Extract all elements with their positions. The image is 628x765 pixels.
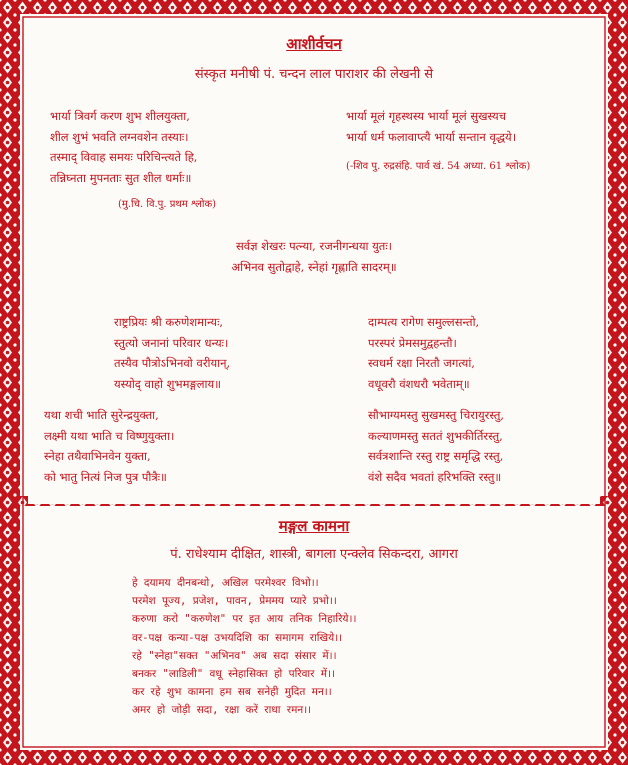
wishes-subtitle: पं. राधेश्याम दीक्षित, शास्त्री, बागला एन्क्लेव सिकन्दरा, आगरा: [170, 547, 458, 562]
verse-line: तस्यैव पौत्रोऽभिनवो वरीयान्,: [114, 356, 231, 370]
verse-line: परस्परं प्रेमसमुद्वहन्तौ।: [368, 335, 457, 350]
verse-left: [50, 106, 197, 188]
verse-line: भार्या मूलं गृहस्थस्य भार्या मूलं सुखस्यच: [346, 109, 506, 123]
verse-line: कर रहे शुभ कामना हम सब सनेही मुदित मन।।: [132, 686, 332, 699]
verse-line: लक्ष्मी यथा भाति च विष्णुयुक्ता।: [44, 428, 175, 443]
verse-line: भार्या त्रिवर्ग करण शुभ शीलयुक्ता,: [50, 109, 190, 123]
verse-mid-right: [368, 312, 479, 394]
blessing-subtitle: संस्कृत मनीषी पं. चन्दन लाल पाराशर की लेखनी से: [194, 67, 434, 82]
verse-line: दाम्पत्य रागेण समुल्लसन्तो,: [368, 315, 480, 329]
verse-line: को भातु नित्यं निज पुत्र पौत्रैः॥: [44, 469, 167, 484]
verse-line: वधूवरौ वंशधरौ भवेताम्॥: [368, 376, 470, 391]
verse-line: हे दयामय दीनबन्धो, अखिल परमेश्वर विभो।।: [132, 577, 319, 589]
verse-line: शील शुभं भवति लग्नवशेन तस्याः।: [50, 129, 189, 144]
verse-line: तस्माद् विवाह समयः परिचिन्त्यते हि,: [50, 150, 198, 164]
verse-line: अभिनव सुतोद्वाहे, स्नेहां गृह्णाति सादरम्॥: [231, 259, 397, 274]
verse-line: परमेश पूज्य, प्रजेश, पावन, प्रेममय प्यारे प्रभो।।: [132, 595, 337, 608]
verse-line: कल्याणमस्तु सततं शुभकीर्तिरस्तु,: [368, 428, 503, 443]
verse-right-reference: (-शिव पु. रुद्रसंहि. पार्व खं. 54 अध्या. 61 श्लोक): [346, 161, 531, 172]
verse-line: स्तुत्यो जनानां परिवार धन्यः।: [114, 335, 229, 350]
verse-line: अमर हो जोड़ी सदा, रक्षा करें राधा रमन।।: [132, 704, 312, 717]
verse-line: वर-पक्ष कन्या-पक्ष उभयदिशि का समागम राखिये।।: [132, 631, 343, 644]
verse-center: [28, 236, 600, 277]
verse-line: सर्वज्ञ शेखरः पत्न्या, रजनीगन्धया युतः।: [235, 239, 393, 253]
wishes-verse: [132, 574, 356, 720]
blessing-title: आशीर्वचन: [286, 35, 342, 53]
verse-line: करुणा करो "करुणेश" पर इत आय तनिक निहारिये।।: [132, 613, 357, 626]
verse-line: बनकर "लाडिली" वधू स्नेहासिक्त हो परिवार में।।: [132, 668, 335, 681]
verse-line: यस्योद् वाहो शुभमङ्गलाय॥: [114, 376, 222, 391]
blessing-section: [28, 22, 600, 504]
verse-line: सौभाग्यमस्तु सुखमस्तु चिरायुरस्तु,: [368, 408, 505, 422]
verse-mid-left: [114, 312, 230, 394]
verse-line: भार्या धर्म फलावाप्त्यै भार्या सन्तान वृद्धये।: [346, 129, 517, 144]
verse-line: राष्ट्रप्रियः श्री करुणेशमान्यः,: [114, 315, 224, 329]
verse-line: रहे "स्नेहा"सक्त "अभिनव" अब सदा संसार में।।: [132, 649, 337, 662]
verse-right: [346, 106, 516, 147]
verse-line: वंशे सदैव भवतां हरिभक्ति रस्तु॥: [368, 469, 502, 484]
verse-bottom-right: [368, 405, 504, 487]
verse-line: यथा शची भाति सुरेन्द्रयुक्ता,: [44, 408, 159, 422]
wishes-title: मङ्गल कामना: [278, 517, 350, 535]
verse-bottom-left: [44, 405, 174, 487]
wishes-section: [28, 514, 600, 742]
verse-line: सर्वत्रशान्ति रस्तु राष्ट्र समृद्धि रस्तु,: [368, 449, 504, 463]
verse-line: स्नेहा तथैवाभिनवेन युक्ता,: [44, 449, 151, 463]
verse-line: स्वधर्म रक्षा निरतौ जगत्यां,: [368, 356, 475, 370]
verse-line: तन्निघ्नता मुपनताः सुत शील धर्माः॥: [50, 170, 192, 185]
verse-left-reference: (मु.चि. वि.पु. प्रथम श्लोक): [118, 199, 217, 210]
